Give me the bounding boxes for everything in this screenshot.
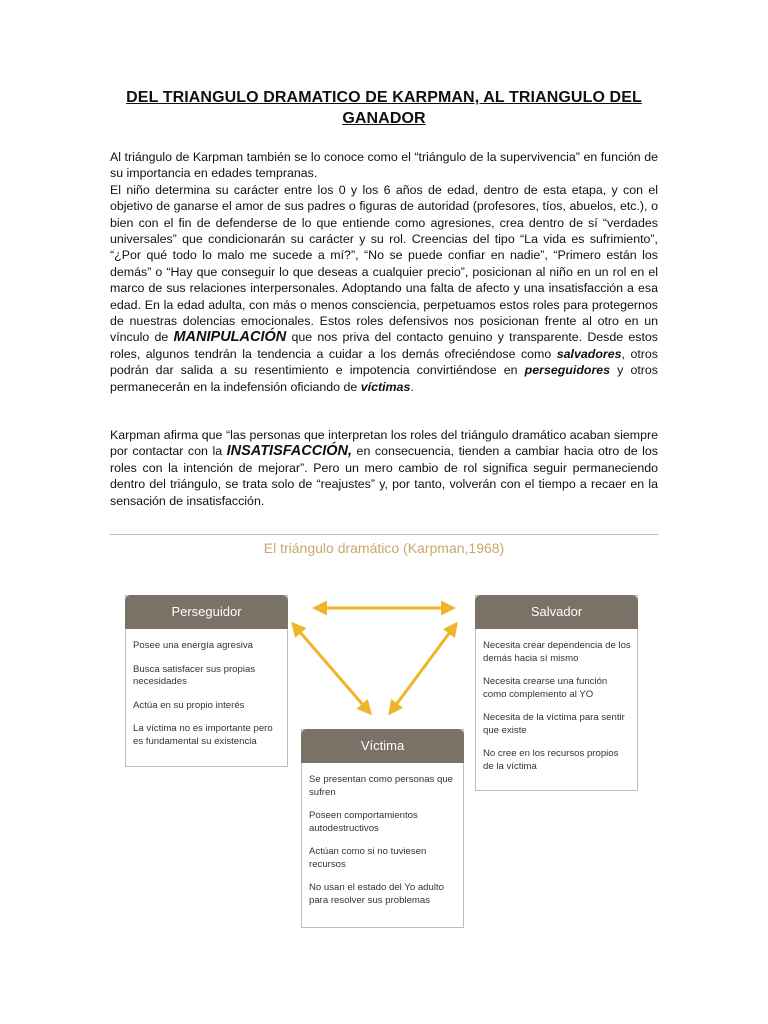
perseguidor-header: Perseguidor xyxy=(125,595,288,629)
perseguidor-item: Busca satisfacer sus propias necesidades xyxy=(133,663,256,687)
perseguidor-items xyxy=(133,640,281,759)
victima-item: Poseen comportamientos autodestructivos xyxy=(309,810,418,834)
salvadores-emphasis: salvadores xyxy=(556,346,622,361)
victima-items xyxy=(309,774,457,918)
paragraph-2 xyxy=(110,427,658,509)
salvador-item: Necesita crear dependencia de los demás hacia sí mismo xyxy=(483,640,631,664)
figure-title: El triángulo dramático (Karpman,1968) xyxy=(263,540,505,556)
p1-text-c: que nos priva del contacto genuino y transparente. Desde estos roles, algunos tendrán la tendencia a cuidar a los demás ofreciéndose como xyxy=(110,330,658,361)
arrow-perseguidor-victima xyxy=(293,624,370,713)
p2-text-b: en consecuencia, tienden a cambiar hacia otro de los roles con la intención de mejorar”. Pero un mero cambio de rol significa seguir permaneciendo dentro del triángulo, se trata solo de “reajustes” y, por tanto, volverán con el tiempo a recaer en la sensación de insatisfacción. xyxy=(110,444,658,508)
perseguidor-box xyxy=(125,595,288,767)
salvador-header: Salvador xyxy=(475,595,638,629)
manipulacion-emphasis: MANIPULACIÓN xyxy=(173,329,287,346)
victima-box xyxy=(301,729,464,928)
p1-text-b: El niño determina su carácter entre los 0 y los 6 años de edad, dentro de esta etapa, y con el objetivo de ganarse el amor de sus padres o figuras de autoridad (profesores, tíos, abuelos, etc.), o bien con el fin de defenderse de lo que entiende como agresiones, crea dentro de sí “verdades universales” que condicionarán su carácter y su rol. Creencias del tipo “La vida es sufrimiento”, “¿Por qué todo lo malo me sucede a mí?”, “No se puede confiar en nadie”, “Primero están los demás” o “Hay que conseguir lo que deseas a cualquier precio”, posicionan al niño en un rol en el marco de sus relaciones interpersonales. Adoptando una falta de afecto y una insatisfacción a esa edad. En la edad adulta, con más o menos consciencia, perpetuamos estos roles para protegernos de nuestras dolencias emocionales. Estos roles defensivos nos posicionan frente al otro en un vínculo de xyxy=(110,182,658,345)
karpman-triangle-figure xyxy=(110,530,658,940)
p1-text-f: . xyxy=(410,379,414,394)
p2-text-a: Karpman afirma que “las personas que interpretan los roles del triángulo dramático acaban siempre por contactar con la xyxy=(110,428,658,459)
perseguidor-item: Actúa en su propio interés xyxy=(133,699,245,711)
victimas-emphasis: víctimas xyxy=(360,379,411,394)
victima-item: Se presentan como personas que sufren xyxy=(309,774,453,798)
perseguidor-item: La víctima no es importante pero es fundamental su existencia xyxy=(133,723,273,747)
perseguidor-item: Posee una energía agresiva xyxy=(133,640,254,651)
paragraph-1 xyxy=(110,149,658,395)
salvador-item: Necesita crearse una función como complemento al YO xyxy=(483,676,608,700)
victima-item: No usan el estado del Yo adulto para resolver sus problemas xyxy=(309,882,444,906)
salvador-items xyxy=(483,640,631,784)
insatisfaccion-emphasis: INSATISFACCIÓN, xyxy=(226,443,353,460)
victima-item: Actúan como si no tuviesen recursos xyxy=(309,846,427,870)
p1-intro: Al triángulo de Karpman también se lo conoce como el “triángulo de la supervivencia” en función de su importancia en edades tempranas. xyxy=(110,150,658,181)
perseguidores-emphasis: perseguidores xyxy=(524,363,611,378)
salvador-box xyxy=(475,595,638,791)
salvador-item: No cree en los recursos propios de la víctima xyxy=(483,748,619,772)
p1-text-e: y otros permanecerán en la indefensión oficiando de xyxy=(110,363,658,394)
p1-text-d: , otros podrán dar salida a su resentimiento e impotencia convirtiéndose en xyxy=(110,346,658,378)
arrow-salvador-victima xyxy=(390,624,456,713)
victima-header: Víctima xyxy=(301,729,464,763)
document-title: DEL TRIANGULO DRAMATICO DE KARPMAN, AL TRIANGULO DEL GANADOR xyxy=(126,89,642,127)
salvador-item: Necesita de la víctima para sentir que existe xyxy=(483,712,625,736)
